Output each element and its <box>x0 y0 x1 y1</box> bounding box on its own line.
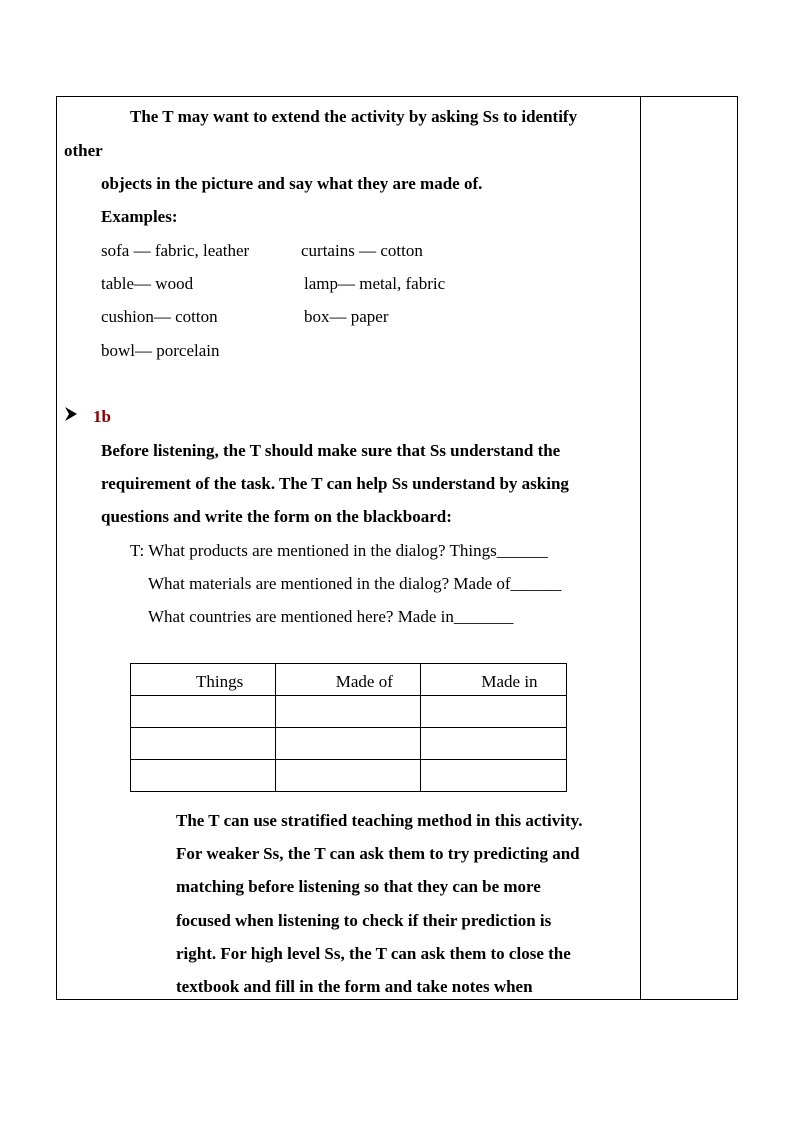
table-row <box>131 696 567 728</box>
table-cell[interactable] <box>131 760 276 792</box>
question-2: What materials are mentioned in the dialog? Made of______ <box>148 574 562 593</box>
closing-line-4: focused when listening to check if their prediction is <box>176 911 552 930</box>
header-made-in: Made in <box>421 664 567 696</box>
examples-label: Examples: <box>101 207 178 226</box>
table-cell[interactable] <box>275 728 421 760</box>
table-cell[interactable] <box>421 760 567 792</box>
closing-line-1: The T can use stratified teaching method in this activity. <box>176 811 583 830</box>
header-made-of: Made of <box>275 664 421 696</box>
question-1: T: What products are mentioned in the dialog? Things______ <box>130 541 548 560</box>
example-bowl: bowl— porcelain <box>101 341 220 360</box>
table-cell[interactable] <box>275 696 421 728</box>
section-para-3: questions and write the form on the blackboard: <box>101 507 452 526</box>
example-cushion: cushion— cotton <box>101 307 218 326</box>
closing-line-3: matching before listening so that they can be more <box>176 877 541 896</box>
table-cell[interactable] <box>421 728 567 760</box>
section-label: 1b <box>93 407 111 426</box>
closing-line-6: textbook and fill in the form and take notes when <box>176 977 533 996</box>
section-para-1: Before listening, the T should make sure that Ss understand the <box>101 441 561 460</box>
section-para-2: requirement of the task. The T can help Ss understand by asking <box>101 474 569 493</box>
table-cell[interactable] <box>421 696 567 728</box>
closing-line-2: For weaker Ss, the T can ask them to try predicting and <box>176 844 580 863</box>
intro-line-1: The T may want to extend the activity by asking Ss to identify <box>130 107 578 126</box>
table-cell[interactable] <box>131 728 276 760</box>
closing-line-5: right. For high level Ss, the T can ask them to close the <box>176 944 571 963</box>
example-sofa: sofa — fabric, leather <box>101 241 250 260</box>
example-curtains: curtains — cotton <box>301 241 423 260</box>
arrow-bullet-icon <box>64 406 78 422</box>
column-divider <box>640 96 641 1000</box>
table-cell[interactable] <box>275 760 421 792</box>
example-box: box— paper <box>304 307 389 326</box>
example-table: table— wood <box>101 274 194 293</box>
table-row <box>131 760 567 792</box>
table-cell[interactable] <box>131 696 276 728</box>
question-3: What countries are mentioned here? Made in_______ <box>148 607 514 626</box>
header-things: Things <box>131 664 276 696</box>
intro-line-2: other <box>64 141 103 160</box>
table-row <box>131 728 567 760</box>
example-lamp: lamp— metal, fabric <box>304 274 446 293</box>
intro-line-3: objects in the picture and say what they are made of. <box>101 174 483 193</box>
table-header-row <box>131 664 567 696</box>
things-form-table <box>130 663 567 792</box>
